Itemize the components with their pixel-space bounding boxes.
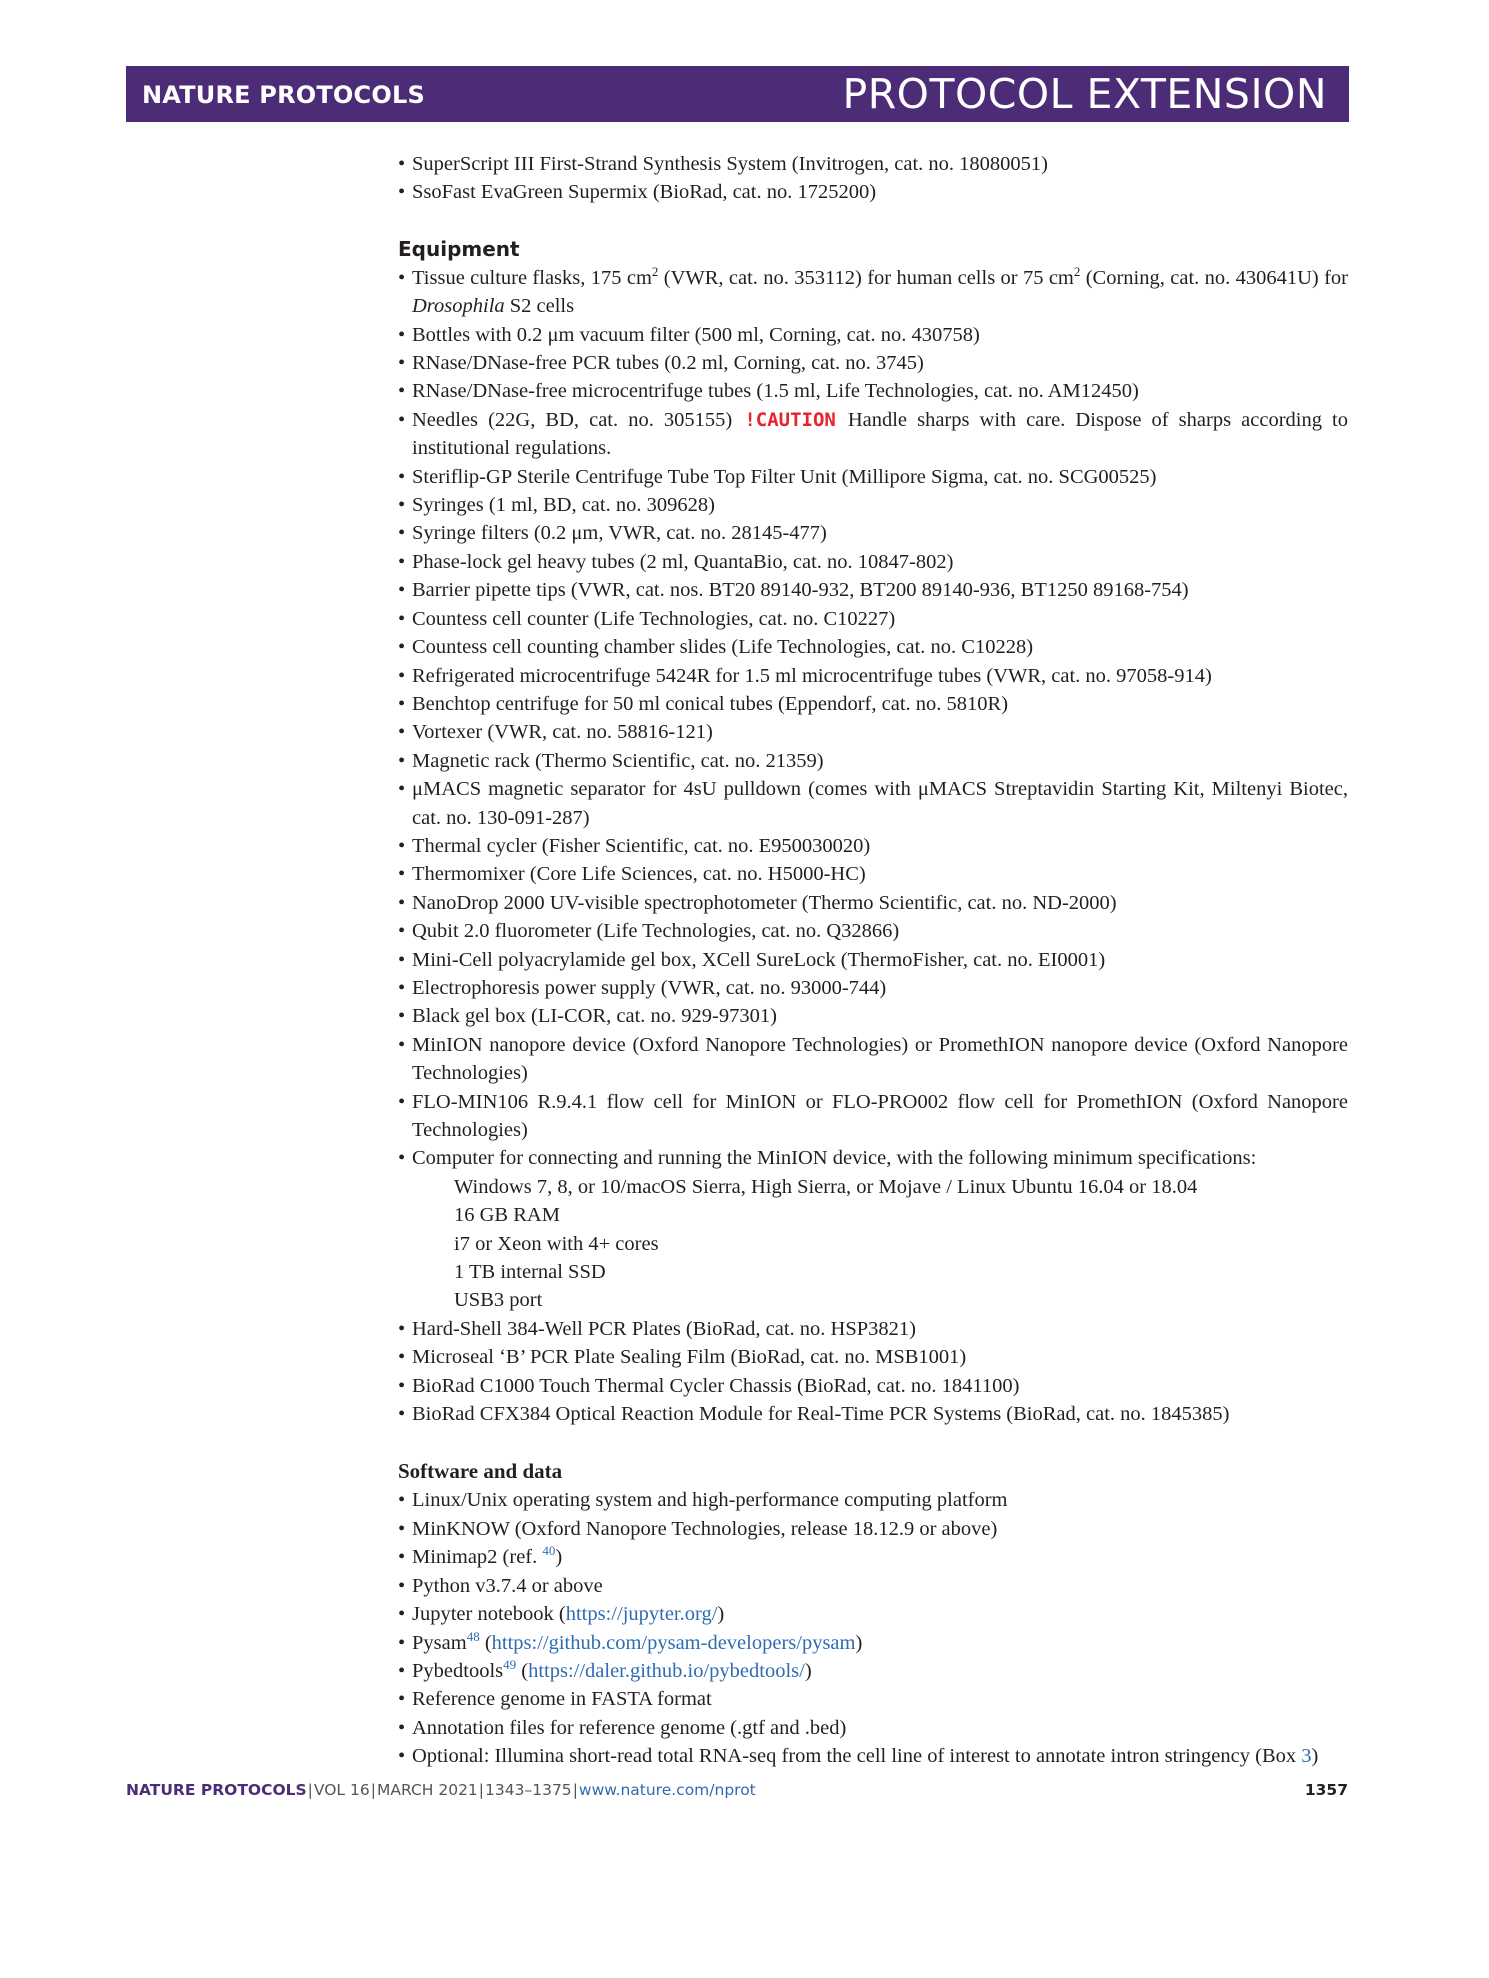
software-heading: Software and data (398, 1459, 563, 1484)
list-item: • Vortexer (VWR, cat. no. 58816-121) (398, 718, 1348, 746)
list-item: • Thermomixer (Core Life Sciences, cat. no. H5000-HC) (398, 860, 1348, 888)
list-item: • Linux/Unix operating system and high-performance computing platform (398, 1486, 1348, 1514)
reagents-list-continued (398, 150, 1348, 207)
list-item: • Microseal ‘B’ PCR Plate Sealing Film (BioRad, cat. no. MSB1001) (398, 1343, 1348, 1371)
equipment-heading: Equipment (398, 236, 520, 261)
list-item: • Tissue culture flasks, 175 $cm^2$ (VWR, cat. no. 353112) for human cells or 75 $cm^2$ (Corning, cat. no. 430641U) for Drosophila S2 cells (398, 264, 1348, 321)
list-item: • Optional: Illumina short-read total RNA-seq from the cell line of interest to annotate intron stringency (Box 3) (398, 1742, 1348, 1770)
list-item: • Reference genome in FASTA format (398, 1685, 1348, 1713)
list-item: • Steriflip-GP Sterile Centrifuge Tube Top Filter Unit (Millipore Sigma, cat. no. SCG00525) (398, 463, 1348, 491)
list-item: • μMACS magnetic separator for 4sU pulldown (comes with μMACS Streptavidin Starting Kit, Miltenyi Biotec, cat. no. 130-091-287) (398, 775, 1348, 832)
list-item: • Benchtop centrifuge for 50 ml conical tubes (Eppendorf, cat. no. 5810R) (398, 690, 1348, 718)
reference-link[interactable]: 48 (466, 1628, 480, 1644)
page-footer: NATURE PROTOCOLS|VOL 16|MARCH 2021|1343–1375|www.nature.com/nprot 1357 (126, 1781, 1348, 1799)
list-item: • Phase-lock gel heavy tubes (2 ml, QuantaBio, cat. no. 10847-802) (398, 548, 1348, 576)
box-link[interactable]: 3 (1301, 1745, 1312, 1768)
reference-link[interactable]: 49 (503, 1657, 517, 1673)
list-item: • Mini-Cell polyacrylamide gel box, XCell SureLock (ThermoFisher, cat. no. EI0001) (398, 946, 1348, 974)
list-item: • Qubit 2.0 fluorometer (Life Technologies, cat. no. Q32866) (398, 917, 1348, 945)
list-item: • Countess cell counter (Life Technologies, cat. no. C10227) (398, 605, 1348, 633)
list-item: • NanoDrop 2000 UV-visible spectrophotometer (Thermo Scientific, cat. no. ND-2000) (398, 889, 1348, 917)
list-item: • Pybedtools$^{49}$ (https://daler.github.io/pybedtools/) (398, 1657, 1348, 1685)
list-item: • Needles (22G, BD, cat. no. 305155) !CAUTION Handle sharps with care. Dispose of sharps according to institutional regulations. (398, 406, 1348, 463)
footer-url-link[interactable]: www.nature.com/nprot (578, 1781, 756, 1799)
pysam-link[interactable]: https://github.com/pysam-developers/pysam (491, 1631, 856, 1654)
list-item: • MinKNOW (Oxford Nanopore Technologies, release 18.12.9 or above) (398, 1515, 1348, 1543)
pybedtools-link[interactable]: https://daler.github.io/pybedtools/ (528, 1659, 805, 1682)
list-item: • Hard-Shell 384-Well PCR Plates (BioRad, cat. no. HSP3821) (398, 1315, 1348, 1343)
list-item: • SuperScript III First-Strand Synthesis System (Invitrogen, cat. no. 18080051) (398, 150, 1348, 178)
jupyter-link[interactable]: https://jupyter.org/ (565, 1603, 718, 1626)
banner-section-title: PROTOCOL EXTENSION (842, 70, 1327, 118)
banner-journal-name: NATURE PROTOCOLS (142, 81, 425, 109)
spec-line: Windows 7, 8, or 10/macOS Sierra, High Sierra, or Mojave / Linux Ubuntu 16.04 or 18.04 (454, 1175, 1198, 1198)
list-item: • Annotation files for reference genome (.gtf and .bed) (398, 1714, 1348, 1742)
list-item: • Jupyter notebook (https://jupyter.org/) (398, 1600, 1348, 1628)
list-item: • Python v3.7.4 or above (398, 1572, 1348, 1600)
list-item: • Thermal cycler (Fisher Scientific, cat. no. E950030020) (398, 832, 1348, 860)
list-item: • Computer for connecting and running the MinION device, with the following minimum specifications: Windows 7, 8, or 10/macOS Sierra, High Sierra, or Mojave / Linux Ubuntu 16.04 or 18.04 16 GB RAM i7 or Xeon with 4+ cores 1 TB internal SSD USB3 port (398, 1144, 1348, 1314)
list-item: • SsoFast EvaGreen Supermix (BioRad, cat. no. 1725200) (398, 178, 1348, 206)
footer-pages: 1343–1375 (485, 1781, 572, 1799)
equipment-list (398, 264, 1348, 1429)
list-item: • Magnetic rack (Thermo Scientific, cat. no. 21359) (398, 747, 1348, 775)
reference-link[interactable]: 40 (542, 1543, 556, 1559)
list-item: • RNase/DNase-free PCR tubes (0.2 ml, Corning, cat. no. 3745) (398, 349, 1348, 377)
list-item: • Syringe filters (0.2 μm, VWR, cat. no. 28145-477) (398, 519, 1348, 547)
list-item: • RNase/DNase-free microcentrifuge tubes (1.5 ml, Life Technologies, cat. no. AM12450) (398, 377, 1348, 405)
journal-banner (126, 66, 1349, 122)
list-item: • Bottles with 0.2 μm vacuum filter (500 ml, Corning, cat. no. 430758) (398, 321, 1348, 349)
footer-journal: NATURE PROTOCOLS (126, 1781, 307, 1799)
spec-line: i7 or Xeon with 4+ cores (454, 1232, 659, 1255)
caution-note: Handle sharps with care. Dispose of sharps according to institutional regulations. (412, 408, 1348, 460)
spec-line: 16 GB RAM (454, 1204, 560, 1227)
footer-date: MARCH 2021 (376, 1781, 478, 1799)
list-item: • Pysam$^{48}$ (https://github.com/pysam-developers/pysam) (398, 1629, 1348, 1657)
list-item: • BioRad CFX384 Optical Reaction Module for Real-Time PCR Systems (BioRad, cat. no. 1845385) (398, 1400, 1348, 1428)
list-item: • Minimap2 (ref. $^{40}$) (398, 1543, 1348, 1571)
list-item: • Countess cell counting chamber slides (Life Technologies, cat. no. C10228) (398, 633, 1348, 661)
page-number: 1357 (1304, 1781, 1348, 1799)
list-item: • Electrophoresis power supply (VWR, cat. no. 93000-744) (398, 974, 1348, 1002)
list-item: • Syringes (1 ml, BD, cat. no. 309628) (398, 491, 1348, 519)
list-item: • FLO-MIN106 R.9.4.1 flow cell for MinION or FLO-PRO002 flow cell for PromethION (Oxford Nanopore Technologies) (398, 1088, 1348, 1145)
caution-label: !CAUTION (744, 408, 836, 431)
software-list (398, 1486, 1348, 1770)
list-item: • Black gel box (LI-COR, cat. no. 929-97301) (398, 1002, 1348, 1030)
list-item: • BioRad C1000 Touch Thermal Cycler Chassis (BioRad, cat. no. 1841100) (398, 1372, 1348, 1400)
footer-volume: VOL 16 (313, 1781, 370, 1799)
article-body (398, 150, 1348, 1771)
spec-line: 1 TB internal SSD (454, 1261, 606, 1284)
list-item: • Refrigerated microcentrifuge 5424R for 1.5 ml microcentrifuge tubes (VWR, cat. no. 97058-914) (398, 662, 1348, 690)
spec-line: USB3 port (454, 1289, 543, 1312)
list-item: • Barrier pipette tips (VWR, cat. nos. BT20 89140-932, BT200 89140-936, BT1250 89168-754) (398, 576, 1348, 604)
list-item: • MinION nanopore device (Oxford Nanopore Technologies) or PromethION nanopore device (Oxford Nanopore Technologies) (398, 1031, 1348, 1088)
